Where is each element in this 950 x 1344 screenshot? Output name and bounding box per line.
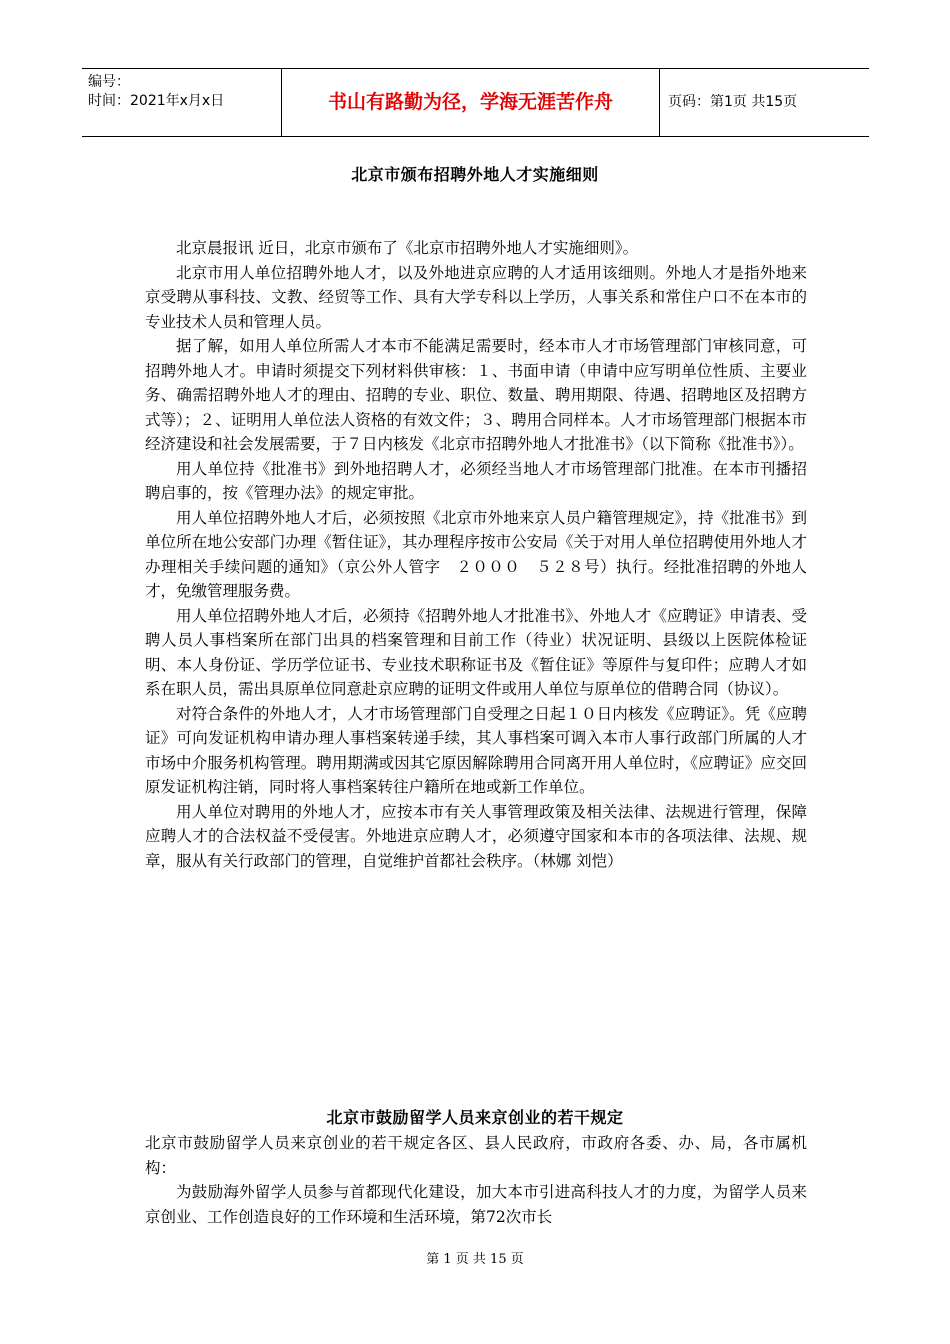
section-body — [145, 1131, 807, 1229]
document-number-label: 编号： — [88, 74, 130, 90]
paragraph: 用人单位对聘用的外地人才，应按本市有关人事管理政策及相关法律、法规进行管理，保障应聘人才的合法权益不受侵害。外地进京应聘人才，必须遵守国家和本市的各项法律、法规、规章，服从有关行政部门的管理，自觉维护首都社会秩序。（林娜 刘恺） — [145, 802, 807, 870]
document-date-label: 时间：2021年x月x日 — [88, 93, 225, 109]
section-lead: 北京市鼓励留学人员来京创业的若干规定各区、县人民政府，市政府各委、办、局，各市属机构： — [145, 1134, 807, 1177]
header-meta — [82, 69, 281, 136]
paragraph: 用人单位持《批准书》到外地招聘人才，必须经当地人才市场管理部门批准。在本市刊播招聘启事的，按《管理办法》的规定审批。 — [145, 459, 807, 502]
page-footer: 第 1 页 共 15 页 — [426, 1252, 524, 1267]
header-motto: 书山有路勤为径，学海无涯苦作舟 — [281, 69, 660, 136]
paragraph: 用人单位招聘外地人才后，必须持《招聘外地人才批准书》、外地人才《应聘证》申请表、受聘人员人事档案所在部门出具的档案管理和目前工作（待业）状况证明、县级以上医院体检证明、本人身份证、学历学位证书、专业技术职称证书及《暂住证》等原件与复印件；应聘人才如系在职人员，需出具原单位同意赴京应聘的证明文件或用人单位与原单位的借聘合同（协议）。 — [145, 606, 807, 698]
paragraph: 北京晨报讯 近日，北京市颁布了《北京市招聘外地人才实施细则》。 — [176, 239, 639, 257]
paragraph: 据了解，如用人单位所需人才本市不能满足需要时，经本市人才市场管理部门审核同意，可招聘外地人才。申请时须提交下列材料供审核：１、书面申请（申请中应写明单位性质、主要业务、确需招聘外地人才的理由、招聘的专业、职位、数量、聘用期限、待遇、招聘地区及招聘方式等）；２、证明用人单位法人资格的有效文件；３、聘用合同样本。人才市场管理部门根据本市经济建设和社会发展需要，于７日内核发《北京市招聘外地人才批准书》（以下简称《批准书》）。 — [145, 337, 807, 453]
paragraph: 用人单位招聘外地人才后，必须按照《北京市外地来京人员户籍管理规定》，持《批准书》到单位所在地公安部门办理《暂住证》，其办理程序按市公安局《关于对用人单位招聘使用外地人才办理相关手续问题的通知》（京公外人管字 ２０００ ５２８号）执行。经批准招聘的外地人才，免缴管理服务费。 — [145, 508, 807, 600]
article-title: 北京市颁布招聘外地人才实施细则 — [351, 165, 599, 184]
paragraph: 对符合条件的外地人才，人才市场管理部门自受理之日起１０日内核发《应聘证》。凭《应聘证》可向发证机构申请办理人事档案转递手续，其人事档案可调入本市人事行政部门所属的人才市场中介服务机构管理。聘用期满或因其它原因解除聘用合同离开用人单位时，《应聘证》应交回原发证机构注销，同时将人事档案转往户籍所在地或新工作单位。 — [145, 704, 807, 796]
section-title: 北京市鼓励留学人员来京创业的若干规定 — [326, 1108, 624, 1127]
paragraph: 为鼓励海外留学人员参与首都现代化建设，加大本市引进高科技人才的力度，为留学人员来京创业、工作创造良好的工作环境和生活环境，第72次市长 — [145, 1183, 807, 1226]
article-body — [145, 236, 807, 873]
page-header — [82, 68, 869, 137]
header-page-label: 页码：第1页 共15页 — [668, 94, 798, 110]
paragraph: 北京市用人单位招聘外地人才，以及外地进京应聘的人才适用该细则。外地人才是指外地来京受聘从事科技、文教、经贸等工作、具有大学专科以上学历，人事关系和常住户口不在本市的专业技术人员和管理人员。 — [145, 263, 807, 331]
